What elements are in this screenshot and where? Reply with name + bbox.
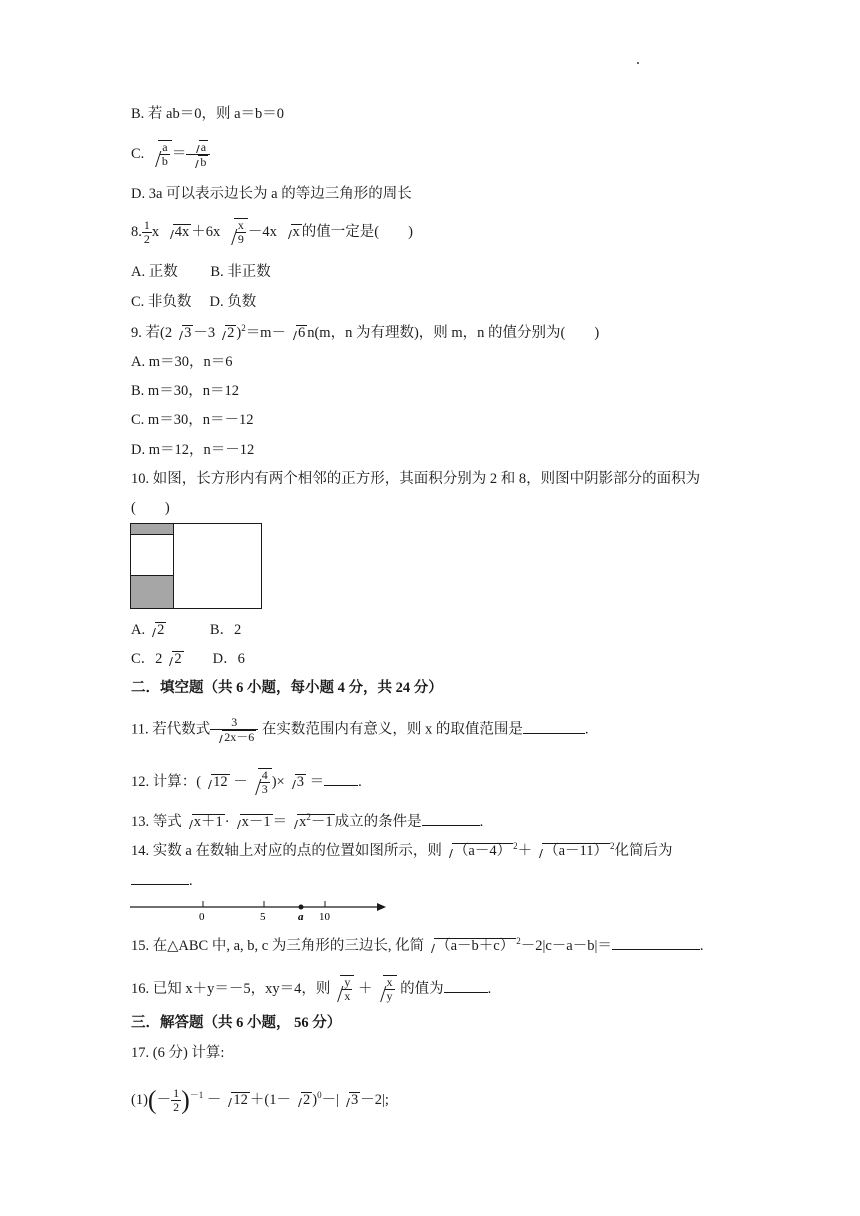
question-14-answer-line: .: [131, 872, 193, 889]
arrow-right-icon: [377, 903, 386, 911]
number-line: [128, 896, 392, 924]
point-label-a: a: [298, 911, 304, 923]
q7-option-b: B. 若 ab＝0，则 a＝b＝0: [131, 106, 285, 122]
shaded-strip-top: [131, 524, 174, 535]
question-8: 8. $\frac{1}{2}$ x 4x ＋6x $\frac{x}{9}$ －4x x 的值一定是( ): [131, 218, 413, 247]
question-17-title: 17. (6 分) 计算:: [131, 1045, 225, 1061]
tick-label-10: 10: [319, 911, 330, 923]
q7-option-c: C. $\frac{a}{b}$ ＝ $\frac{a}{b}$: [131, 140, 210, 169]
tick-label-0: 0: [199, 911, 205, 923]
shaded-square-bottom: [131, 576, 174, 609]
question-15: 15. 在△ABC 中, a, b, c 为三角形的三边长, 化简 （a－b＋c） $^2$－2|c－a－b|＝ .: [131, 936, 704, 954]
point-a: [299, 905, 304, 910]
q8-options-cd: C. 非负数 D. 负数: [131, 294, 257, 310]
q9-option-b: B. m＝30，n＝12: [131, 383, 239, 399]
q10-options-cd: C．2 2 D．6: [131, 651, 245, 667]
question-10: 10. 如图，长方形内有两个相邻的正方形，其面积分别为 2 和 8，则图中阴影部分的面积为: [131, 471, 701, 487]
section-2-title: 二．填空题（共 6 小题，每小题 4 分，共 24 分）: [131, 680, 443, 696]
question-14: 14. 实数 a 在数轴上对应的点的位置如图所示，则 （a－4） $^2$＋ （a－11） $^2$化简后为: [131, 841, 673, 859]
q9-option-d: D. m＝12，n＝－12: [131, 442, 255, 458]
question-13: 13. 等式 $x+1 \cdot x-1 = x^2-1$ 成立的条件是 .: [131, 812, 484, 830]
question-12: 12. 计算：( 12 － $\frac{4}{3}$ )× 3 ＝ .: [131, 768, 362, 797]
q7-option-d: D. 3a 可以表示边长为 a 的等边三角形的周长: [131, 186, 412, 202]
question-10-paren: ( ): [131, 500, 170, 516]
q8-options-ab: A. 正数 B. 非正数: [131, 264, 271, 280]
rectangle-squares-figure: [130, 523, 263, 610]
question-17-part-1: (1)(－ $\frac{1}{2}$ )$^{-1}$ － 12 ＋(1－ 2 )$^0$－| 3 －2|;: [131, 1085, 389, 1115]
question-16: 16. 已知 x＋y＝－5，xy＝4，则 $\frac{y}{x}$ ＋ $\frac{x}{y}$ 的值为 .: [131, 975, 492, 1004]
q9-option-c: C. m＝30，n＝－12: [131, 412, 254, 428]
question-9: 9. 若(2 3 －3 2 )$^2$＝m－ 6 n(m，n 为有理数)，则 m，n 的值分别为( ): [131, 323, 600, 341]
section-3-title: 三．解答题（共 6 小题， 56 分）: [131, 1015, 342, 1031]
square-area-2: [131, 535, 174, 576]
sqrt-a-over-b: $\frac{a}{b}$: [149, 140, 172, 168]
question-11: 11. 若代数式 $\frac{3}{2x-6}$ 在实数范围内有意义，则 x 的取值范围是 .: [131, 715, 589, 745]
tick-label-5: 5: [260, 911, 266, 923]
q9-option-a: A. m＝30，n＝6: [131, 354, 233, 370]
q10-options-ab: A. 2 B．2: [131, 622, 242, 638]
page-dot: [637, 62, 639, 64]
